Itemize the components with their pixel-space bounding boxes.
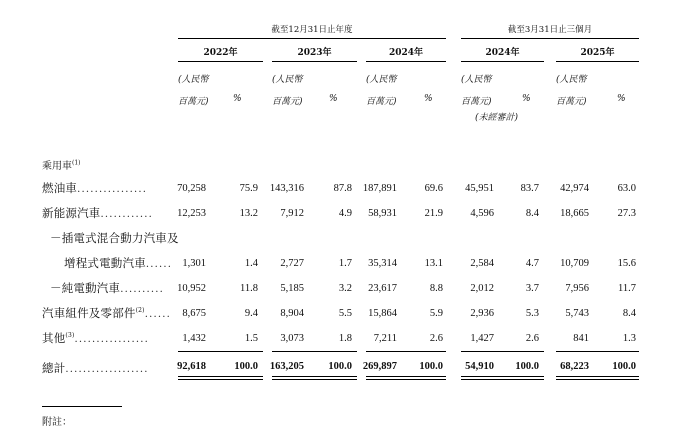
value-cell: 1.4 [244,258,258,269]
value-cell: 2,727 [280,258,304,269]
year-rule [178,61,263,62]
value-cell: 3,073 [280,333,304,344]
value-cell: 1,432 [182,333,206,344]
total-cell: 100.0 [612,361,636,372]
unit-header: (人民幣 [178,75,209,85]
total-rule [556,351,639,352]
unit-header: 百萬元) [556,97,587,107]
value-cell: 8,904 [280,308,304,319]
year-rule [366,61,446,62]
value-cell: 8.4 [525,208,539,219]
total-underline [556,376,639,377]
year-header: 2025年 [580,48,615,58]
value-cell: 7,211 [373,333,397,344]
value-cell: 42,974 [560,183,589,194]
year-header: 2024年 [485,48,520,58]
value-cell: 15,864 [368,308,397,319]
total-cell: 163,205 [269,361,304,372]
value-cell: 4,596 [470,208,494,219]
unit-header: (人民幣 [556,75,587,85]
header-group-full-year: 截至12月31日止年度 [271,25,353,35]
total-label: 總計................... [42,361,149,375]
value-cell: 1.5 [244,333,258,344]
year-rule [461,61,544,62]
footnote-heading: 附註： [42,417,72,428]
value-cell: 5,185 [280,283,304,294]
value-cell: 11.7 [618,283,636,294]
total-underline [556,379,639,380]
year-rule [556,61,639,62]
value-cell: 83.7 [520,183,539,194]
year-header: 2023年 [297,48,332,58]
section-title: 乘用車$^{(1)}$ [42,159,81,172]
value-cell: 2,012 [470,283,494,294]
value-cell: 3.2 [338,283,352,294]
value-cell: 11.8 [240,283,258,294]
value-cell: 4.7 [525,258,539,269]
total-underline [461,376,544,377]
total-cell: 100.0 [419,361,443,372]
value-cell: 7,912 [280,208,304,219]
pct-header: % [424,94,433,104]
year-header: 2024年 [388,48,424,58]
row-label: 汽車組件及零部件$^{(2)}$...... [42,306,171,320]
value-cell: 5,743 [565,308,589,319]
value-cell: 5.9 [429,308,443,319]
value-cell: 1.7 [338,258,352,269]
value-cell: 58,931 [368,208,397,219]
unaudited-note: (未經審計) [475,113,519,123]
pct-header: % [329,94,338,104]
total-cell: 54,910 [465,361,494,372]
value-cell: 1.3 [622,333,636,344]
value-cell: 1,301 [182,258,206,269]
value-cell: 21.9 [424,208,443,219]
total-underline [461,379,544,380]
total-rule [178,351,263,352]
value-cell: 87.8 [333,183,352,194]
total-cell: 269,897 [362,361,397,372]
value-cell: 187,891 [362,183,397,194]
unit-header: 百萬元) [366,97,397,107]
value-cell: 10,709 [560,258,589,269]
row-label: 其他$^{(3)}$................. [42,331,149,345]
value-cell: 2,584 [470,258,494,269]
row-label: 燃油車................ [42,181,148,195]
unit-header: 百萬元) [178,97,209,107]
unit-header: (人民幣 [461,75,492,85]
value-cell: 8.4 [622,308,636,319]
value-cell: 35,314 [368,258,397,269]
total-underline [272,379,357,380]
value-cell: 9.4 [244,308,258,319]
total-underline [178,376,263,377]
unit-header: 百萬元) [272,97,303,107]
value-cell: 15.6 [617,258,636,269]
value-cell: 18,665 [560,208,589,219]
value-cell: 5.5 [338,308,352,319]
unit-header: (人民幣 [366,75,397,85]
total-rule [272,351,357,352]
value-cell: 5.3 [525,308,539,319]
header-rule [178,38,446,39]
pct-header: % [617,94,626,104]
value-cell: 13.1 [424,258,443,269]
row-label: 新能源汽車............ [42,206,154,220]
unit-header: 百萬元) [461,97,492,107]
footnote-rule [42,406,122,407]
value-cell: 143,316 [269,183,304,194]
value-cell: 75.9 [239,183,258,194]
total-cell: 100.0 [234,361,258,372]
value-cell: 70,258 [177,183,206,194]
value-cell: 841 [573,333,589,344]
value-cell: 27.3 [617,208,636,219]
total-underline [366,376,446,377]
value-cell: 8.8 [429,283,443,294]
value-cell: 8,675 [182,308,206,319]
unit-header: (人民幣 [272,75,303,85]
value-cell: 10,952 [177,283,206,294]
total-cell: 100.0 [515,361,539,372]
value-cell: 13.2 [239,208,258,219]
total-underline [272,376,357,377]
row-label: －純電動汽車.......... [50,281,164,295]
value-cell: 3.7 [525,283,539,294]
value-cell: 23,617 [368,283,397,294]
year-rule [272,61,357,62]
total-rule [461,351,544,352]
value-cell: 2.6 [525,333,539,344]
value-cell: 1,427 [470,333,494,344]
header-rule [461,38,639,39]
total-rule [366,351,446,352]
row-label: 增程式電動汽車...... [64,256,173,270]
total-cell: 100.0 [328,361,352,372]
total-underline [178,379,263,380]
value-cell: 4.9 [338,208,352,219]
value-cell: 1.8 [338,333,352,344]
header-group-three-months: 截至3月31日止三個月 [507,25,593,35]
total-cell: 68,223 [560,361,589,372]
value-cell: 2.6 [429,333,443,344]
value-cell: 69.6 [424,183,443,194]
value-cell: 2,936 [470,308,494,319]
total-underline [366,379,446,380]
pct-header: % [522,94,531,104]
value-cell: 12,253 [177,208,206,219]
total-cell: 92,618 [177,361,206,372]
row-label: －插電式混合動力汽車及 [50,231,179,245]
year-header: 2022年 [203,48,238,58]
value-cell: 7,956 [565,283,589,294]
pct-header: % [233,94,242,104]
value-cell: 63.0 [617,183,636,194]
value-cell: 45,951 [465,183,494,194]
